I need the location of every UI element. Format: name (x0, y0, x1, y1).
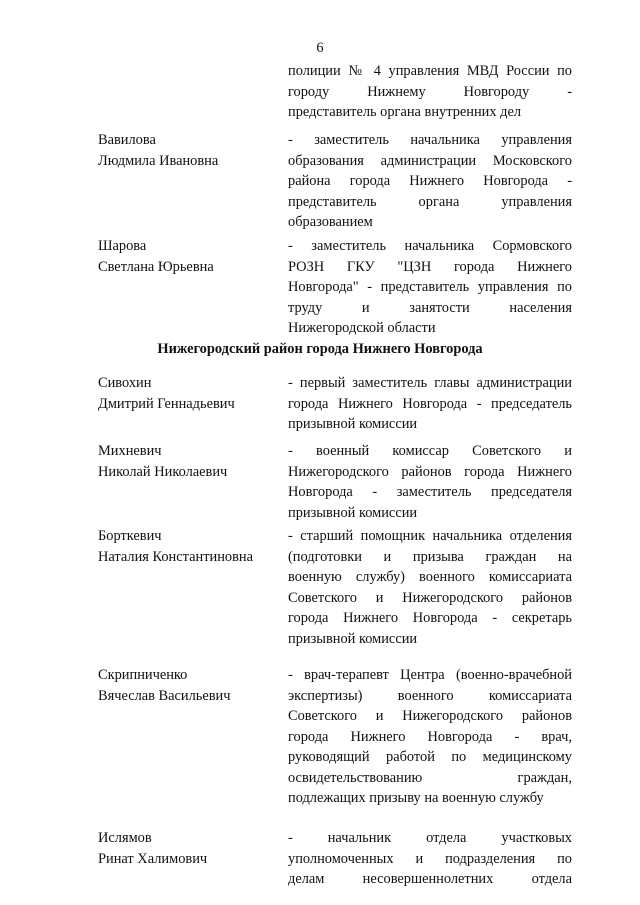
member-name (98, 828, 278, 869)
surname: Михневич (98, 443, 162, 459)
member-name (98, 236, 278, 277)
member-name (98, 441, 278, 482)
description-line: полиции № 4 управления МВД России по (288, 63, 572, 79)
description-line: Новгорода" - представитель управления по (288, 279, 572, 295)
entry-description (288, 373, 572, 435)
description-line: руководящий работой по медицинскому (288, 749, 572, 765)
section-title: Нижегородский район города Нижнего Новгорода (157, 341, 483, 357)
given-names: Вячеслав Васильевич (98, 687, 231, 704)
description-line: - первый заместитель главы администрации (288, 375, 572, 391)
page-number: 6 (316, 40, 324, 56)
given-names: Наталия Константиновна (98, 548, 253, 565)
description-line: - старший помощник начальника отделения (288, 528, 572, 544)
given-names: Дмитрий Геннадьевич (98, 395, 235, 412)
description-line: городу Нижнему Новгороду - (288, 83, 572, 100)
description-line: образования администрации Московского (288, 152, 572, 169)
description-line: экспертизы) военного комиссариата (288, 687, 572, 704)
description-line: военную службу) военного комиссариата (288, 569, 572, 585)
description-line: города Нижнего Новгорода - врач, (288, 728, 572, 745)
surname: Шарова (98, 238, 147, 254)
description-line: Советского и Нижегородского районов (288, 589, 572, 606)
description-line: Советского и Нижегородского районов (288, 708, 572, 724)
description-line: - заместитель начальника Сормовского (288, 238, 572, 254)
entry-description (288, 441, 572, 523)
description-line: призывной комиссии (288, 416, 418, 432)
description-line: образованием (288, 214, 373, 230)
description-line: города Нижнего Новгорода - председатель (288, 395, 572, 412)
description-line: Нижегородского районов города Нижнего (288, 463, 572, 480)
given-names: Людмила Ивановна (98, 152, 219, 169)
description-line: призывной комиссии (288, 630, 418, 647)
member-name (98, 665, 278, 706)
entry-description (288, 828, 572, 890)
surname: Скрипниченко (98, 667, 188, 683)
surname: Вавилова (98, 132, 156, 148)
description-line: (подготовки и призыва граждан на (288, 548, 572, 565)
given-names: Николай Николаевич (98, 463, 228, 480)
description-line: Нижегородской области (288, 320, 436, 336)
description-line: - врач-терапевт Центра (военно-врачебной (288, 667, 572, 683)
entry-description (288, 130, 572, 233)
description-line: труду и занятости населения (288, 299, 572, 316)
entry-description (288, 236, 572, 339)
description-line: освидетельствованию граждан, (288, 769, 572, 786)
description-line: города Нижнего Новгорода - секретарь (288, 610, 572, 626)
description-line: района города Нижнего Новгорода - (288, 173, 572, 189)
description-line: представитель органа внутренних дел (288, 104, 522, 120)
entry-description (288, 526, 572, 649)
description-line: подлежащих призыву на военную службу (288, 790, 544, 806)
member-name (98, 130, 278, 171)
description-line: РОЗН ГКУ "ЦЗН города Нижнего (288, 258, 572, 275)
given-names: Светлана Юрьевна (98, 258, 214, 275)
surname: Борткевич (98, 528, 162, 544)
member-name (98, 526, 278, 567)
entry-description (288, 665, 572, 809)
description-line: - начальник отдела участковых (288, 830, 572, 846)
description-line: призывной комиссии (288, 504, 418, 521)
entry-description (288, 61, 572, 123)
surname: Ислямов (98, 830, 152, 846)
description-line: делам несовершеннолетних отдела (288, 871, 572, 887)
description-line: - военный комиссар Советского и (288, 443, 572, 459)
description-line: уполномоченных и подразделения по (288, 850, 572, 867)
member-name (98, 373, 278, 414)
given-names: Ринат Халимович (98, 850, 208, 867)
description-line: представитель органа управления (288, 193, 572, 210)
description-line: - заместитель начальника управления (288, 132, 572, 148)
description-line: Новгорода - заместитель председателя (288, 484, 572, 500)
surname: Сивохин (98, 375, 152, 391)
